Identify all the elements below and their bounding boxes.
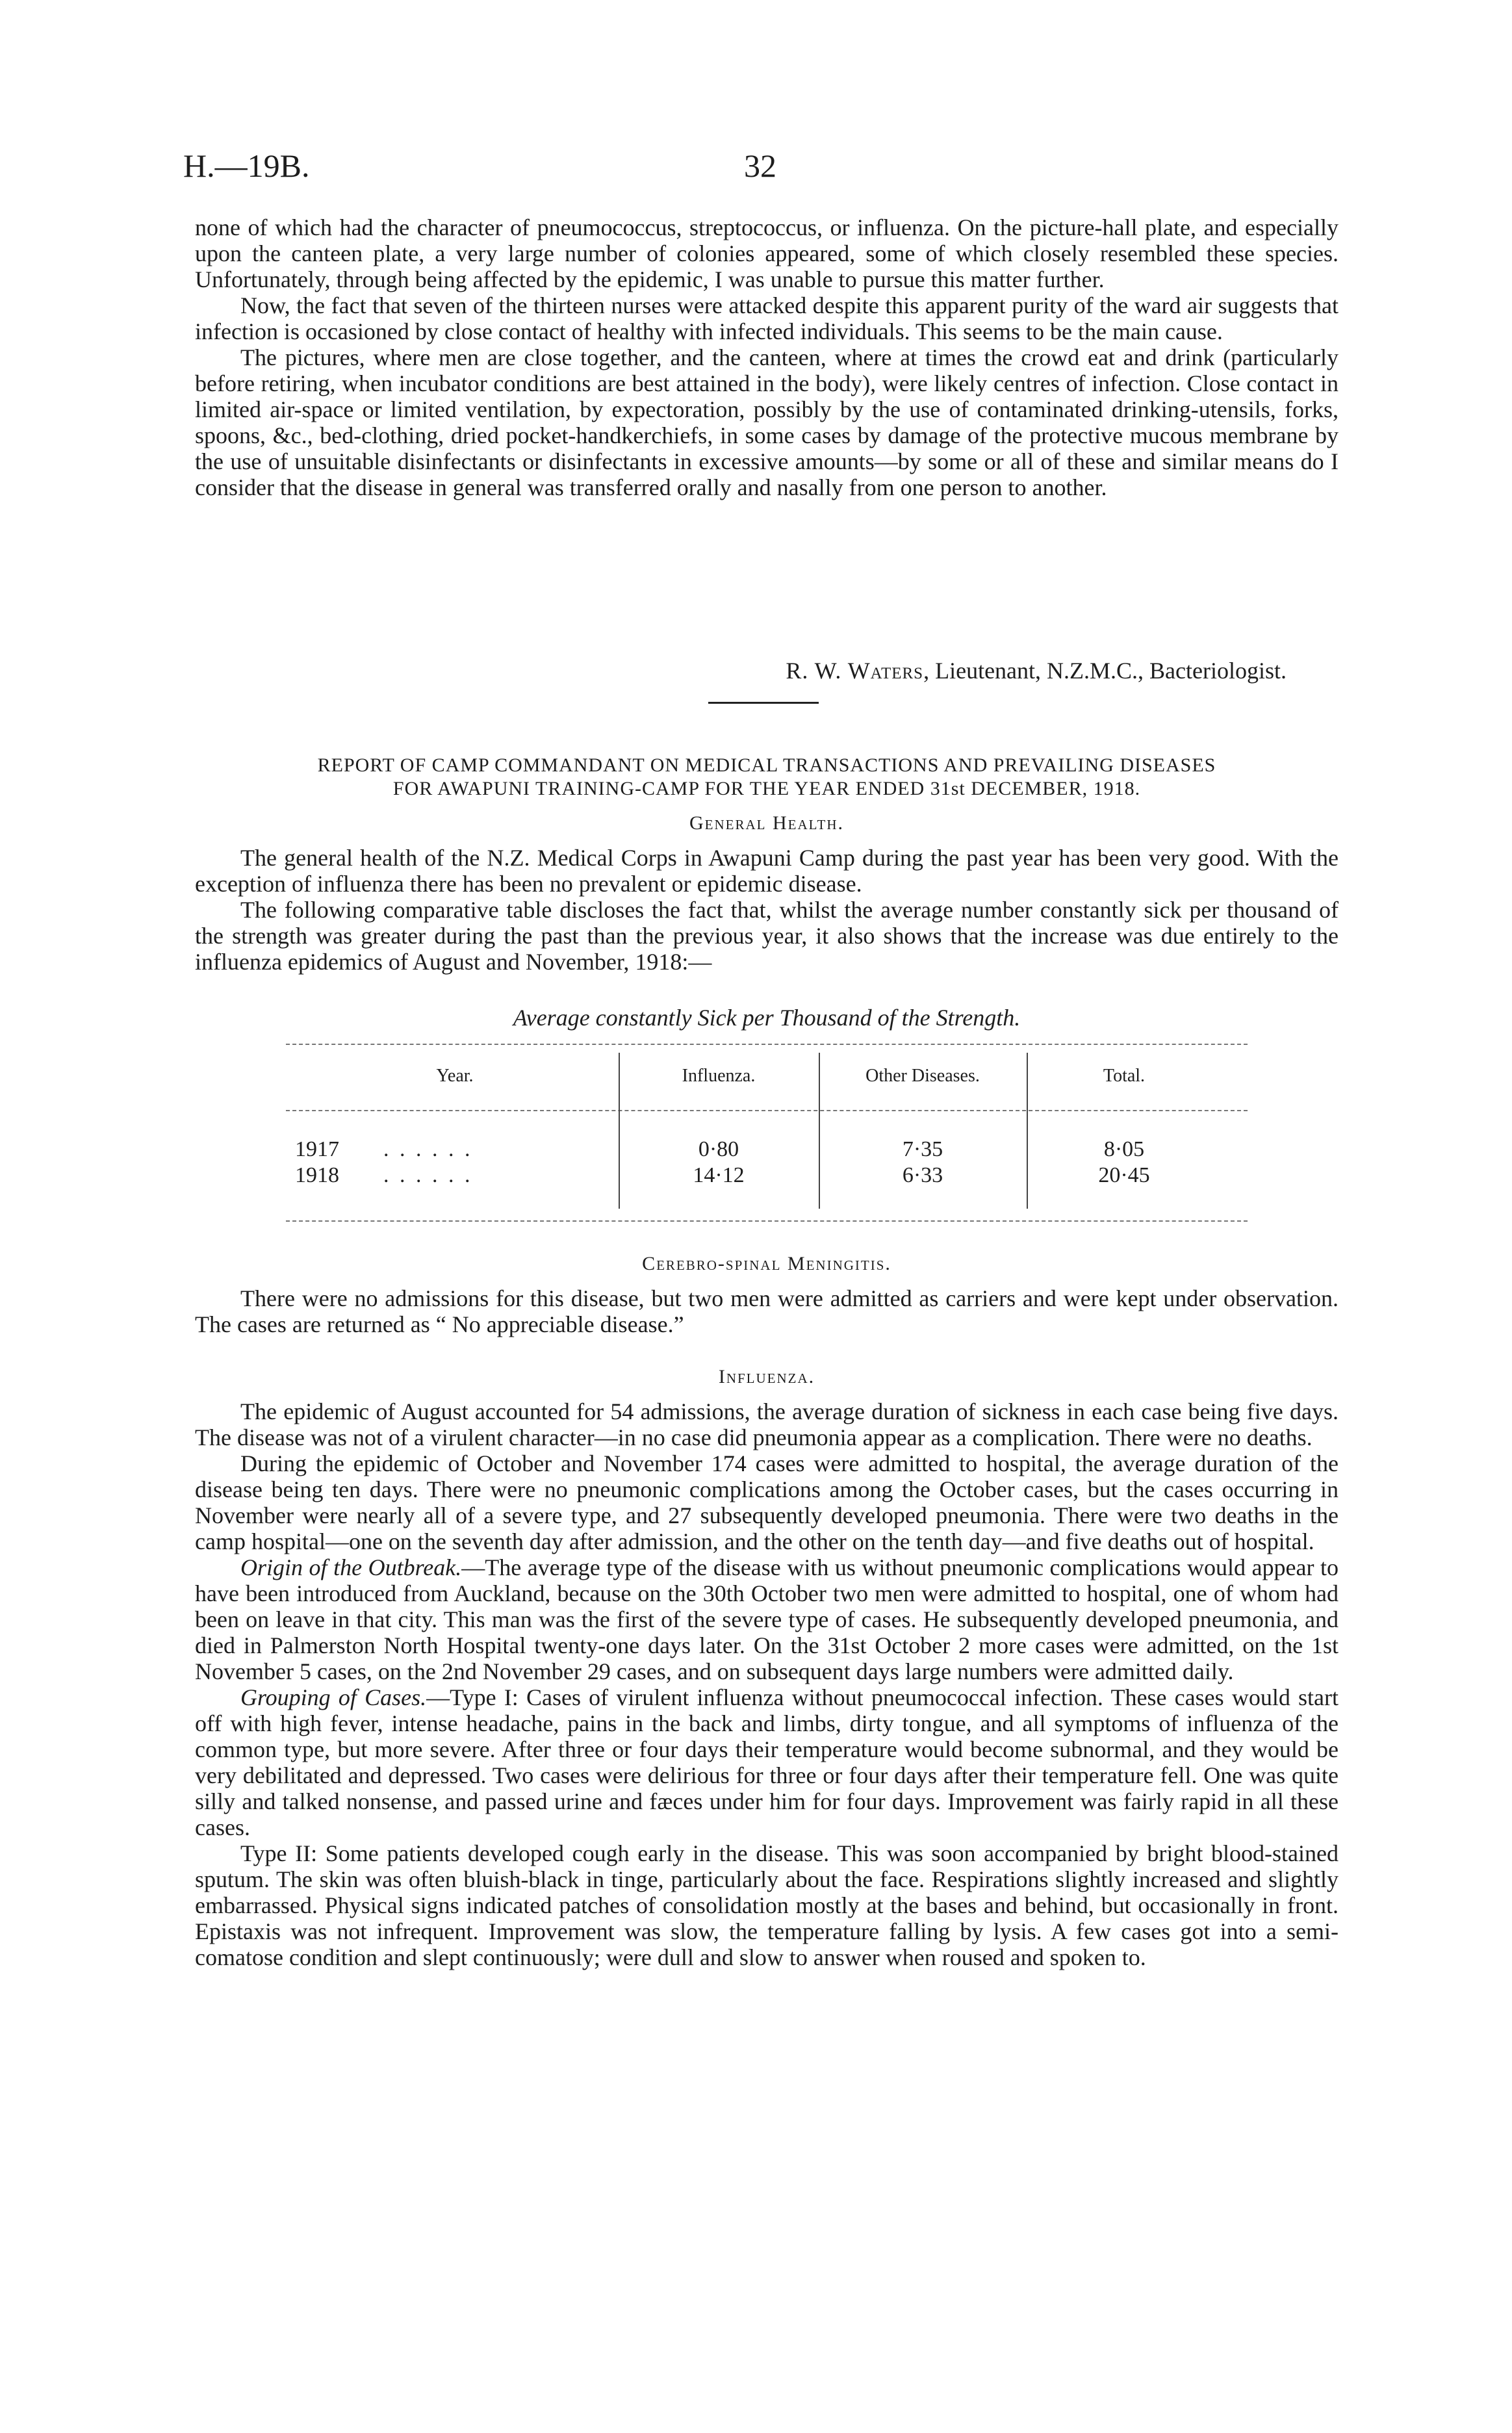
- paragraph: [195, 1684, 1339, 1840]
- influenza-text: [195, 1398, 1339, 1970]
- cell-influenza: 14·12: [693, 1163, 745, 1187]
- report-title-line: FOR AWAPUNI TRAINING-CAMP FOR THE YEAR ENDED 31st DECEMBER, 1918.: [392, 778, 1141, 799]
- general-health-text: [195, 845, 1339, 975]
- cell-leader-dots: . . . . . .: [383, 1137, 473, 1161]
- heading-influenza: Influenza.: [718, 1366, 815, 1387]
- report-title: [195, 754, 1339, 801]
- paragraph: The epidemic of August accounted for 54 admissions, the average duration of sickness in each case being five days. The disease was not of a virulent character—in no case did pneumonia appear as a complication. There were no deaths.: [195, 1398, 1339, 1450]
- table-rule-header: [286, 1110, 1248, 1111]
- paragraph: Now, the fact that seven of the thirteen nurses were attacked despite this apparent purity of the ward air suggests that infection is occasioned by close contact of healthy with infected individuals. This seems to be the main cause.: [195, 292, 1339, 344]
- cell-leader-dots: . . . . . .: [383, 1163, 473, 1187]
- header-year: Year.: [436, 1066, 474, 1086]
- page-number: 32: [744, 148, 776, 184]
- header-total: Total.: [1103, 1066, 1146, 1086]
- grouping-label: Grouping of Cases.: [240, 1684, 427, 1710]
- heading-meningitis: Cerebro-spinal Meningitis.: [642, 1253, 891, 1274]
- cell-year: 1918: [295, 1163, 339, 1187]
- table-caption: Average constantly Sick per Thousand of the Strength.: [513, 1005, 1021, 1031]
- origin-label: Origin of the Outbreak.: [240, 1554, 462, 1580]
- bacteriologist-text: [195, 214, 1339, 500]
- paragraph: Type II: Some patients developed cough early in the disease. This was soon accompanied by bright blood-stained sputum. The skin was often bluish-black in tinge, particularly about the face. Respirations slightly increased and slightly embarrassed. Physical signs indicated patches of consolidation mostly at the bases and behind, but occasionally in front. Epistaxis was not infrequent. Improvement was slow, the temperature falling by lysis. A few cases got into a semi-comatose condition and slept continuously; were dull and slow to answer when roused and spoken to.: [195, 1840, 1339, 1970]
- meningitis-text: [195, 1285, 1339, 1337]
- origin-text: —The average type of the disease with us without pneumonic complications would appear to have been introduced from Auckland, because on the 30th October two men were admitted to hospital, one of whom had been on leave in that city. This man was the first of the severe type of cases. He subsequently developed pneumonia, and died in Palmerston North Hospital twenty-one days later. On the 31st October 2 more cases were admitted, on the 1st November 5 cases, on the 2nd November 29 cases, and on subsequent days large numbers were admitted daily.: [195, 1554, 1339, 1684]
- heading-general-health: General Health.: [689, 812, 845, 834]
- cell-year: 1917: [295, 1137, 339, 1161]
- cell-total: 8·05: [1103, 1137, 1145, 1161]
- report-title-line: REPORT OF CAMP COMMANDANT ON MEDICAL TRANSACTIONS AND PREVAILING DISEASES: [317, 754, 1216, 776]
- cell-total: 20·45: [1098, 1163, 1150, 1187]
- paragraph: The following comparative table discloses the fact that, whilst the average number constantly sick per thousand of the strength was greater during the past than the previous year, it also shows that the increase was due entirely to the influenza epidemics of August and November, 1918:—: [195, 897, 1339, 975]
- paragraph: During the epidemic of October and November 174 cases were admitted to hospital, the average duration of the disease being ten days. There were no pneumonic complications among the October cases, but the cases occurring in November were nearly all of a severe type, and 27 subsequently developed pneumonia. There were two deaths in the camp hospital—one on the seventh day after admission, and the other on the tenth day—and five deaths out of hospital.: [195, 1450, 1339, 1554]
- paragraph: [195, 1554, 1339, 1684]
- signature-line: [195, 658, 1287, 684]
- table-rule-bottom: [286, 1220, 1248, 1222]
- cell-other-diseases: 7·35: [902, 1137, 943, 1161]
- signature-name: R. W. Waters: [786, 658, 924, 684]
- sickness-table: [286, 1040, 1248, 1235]
- cell-other-diseases: 6·33: [902, 1163, 943, 1187]
- document-reference: H.—19B.: [183, 148, 310, 184]
- header-other-diseases: Other Diseases.: [865, 1066, 980, 1086]
- paragraph: The pictures, where men are close together, and the canteen, where at times the crowd eat and drink (particularly before retiring, when incubator conditions are best attained in the body), were likely centres of infection. Close contact in limited air-space or limited ventilation, by expectoration, possibly by the use of contaminated drinking-utensils, forks, spoons, &c., bed-clothing, dried pocket-handkerchiefs, in some cases by damage of the protective mucous membrane by the use of unsuitable disinfectants or disinfectants in excessive amounts—by some or all of these and similar means do I consider that the disease in general was transferred orally and nasally from one person to another.: [195, 344, 1339, 500]
- cell-influenza: 0·80: [698, 1137, 739, 1161]
- signature-title: , Lieutenant, N.Z.M.C., Bacteriologist.: [923, 658, 1287, 684]
- paragraph: The general health of the N.Z. Medical Corps in Awapuni Camp during the past year has been very good. With the exception of influenza there has been no prevalent or epidemic disease.: [195, 845, 1339, 897]
- header-influenza: Influenza.: [682, 1066, 756, 1086]
- grouping-text: —Type I: Cases of virulent influenza without pneumococcal infection. These cases would start off with high fever, intense headache, pains in the back and limbs, dirty tongue, and all symptoms of influenza of the common type, but more severe. After three or four days their temperature would become subnormal, and they would be very debilitated and depressed. Two cases were delirious for three or four days after their temperature fell. One was quite silly and talked nonsense, and passed urine and fæces under him for four days. Improvement was fairly rapid in all these cases.: [195, 1684, 1339, 1840]
- paragraph: none of which had the character of pneumococcus, streptococcus, or influenza. On the picture-hall plate, and especially upon the canteen plate, a very large number of colonies appeared, some of which closely resembled these species. Unfortunately, through being affected by the epidemic, I was unable to pursue this matter further.: [195, 214, 1339, 292]
- table-rule-top: [286, 1044, 1248, 1045]
- paragraph: There were no admissions for this disease, but two men were admitted as carriers and were kept under observation. The cases are returned as “ No appreciable disease.”: [195, 1285, 1339, 1337]
- section-divider: [708, 702, 819, 704]
